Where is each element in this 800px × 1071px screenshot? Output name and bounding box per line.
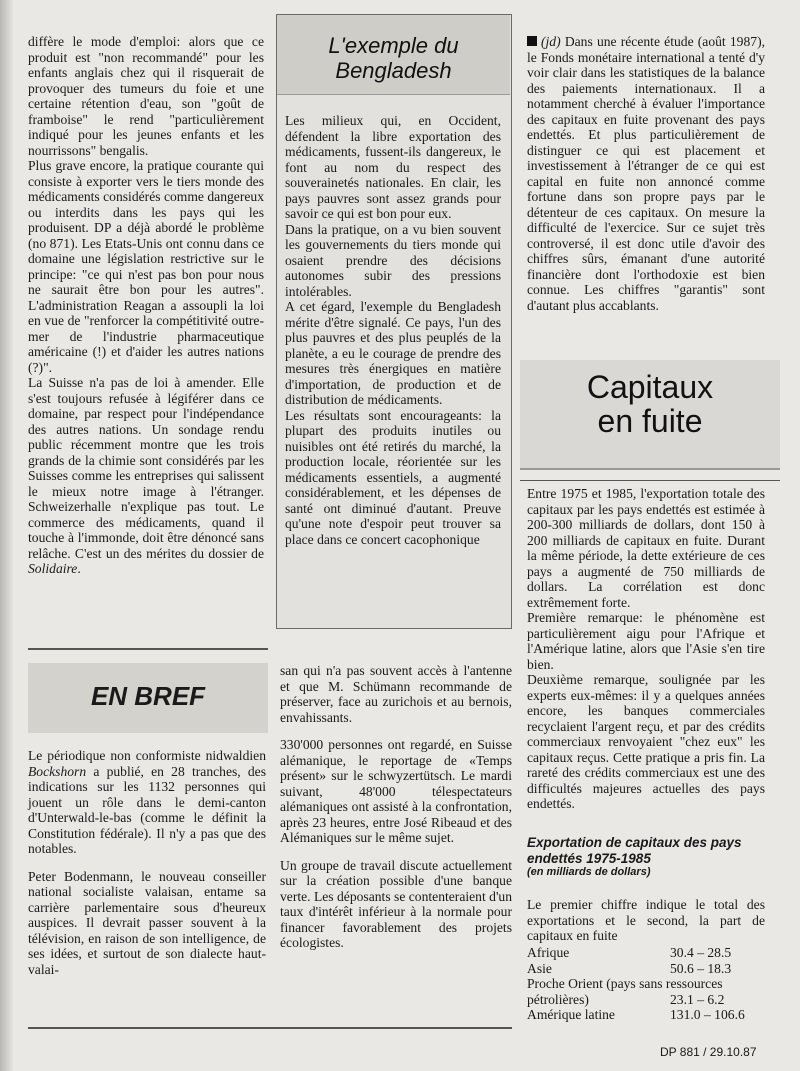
table-cell-label: Proche Orient (pays sans ressources	[527, 976, 723, 991]
heading-line: en fuite	[597, 403, 703, 439]
table-row	[527, 976, 767, 992]
paragraph-text: Dans une récente étude (août 1987), le Fonds monétaire international a tenté d'y voir clair dans les statistiques de la balance des paiements internationaux. Il a notamment cherché à évaluer l'importance des capitaux en fuite provenant des pays endettés. Et plus particulièrement de distinguer ce qui est placement et investissement à l'étranger de ce qui est capital en fuite non annoncé comme fortune dans son propre pays par le détenteur de ces capitaux. On mesure la difficulté de l'exercice. Sur ce sujet très controversé, il est donc utile d'avoir des chiffres sûrs, émanant d'une autorité financière dont l'orthodoxie est bien connue. Les chiffres "garantis" sont d'autant plus accablants.	[527, 34, 765, 313]
paragraph: Peter Bodenmann, le nouveau conseiller national socialiste valaisan, entame sa carrière parlementaire sous d'heureux auspices. Il devrait passer souvent à la télévision, en raison de son intelligence, de ses idées, et surtout de son dialecte haut-valai-	[28, 868, 266, 977]
paragraph: diffère le mode d'emploi: alors que ce produit est "non recommandé" pour les enfants anglais chez qui il risquerait de provoquer des tumeurs du foie et une certaine rétention d'eau, son "goût de framboise" le rend "particulièrement indiqué pour les jeunes enfants et les nourrissons" bengalis.	[28, 34, 264, 158]
article-column-right	[527, 34, 765, 313]
table-row	[527, 1007, 767, 1023]
publication-name: Solidaire	[28, 561, 78, 576]
paragraph: Entre 1975 et 1985, l'exportation totale des capitaux par les pays endettés est estimée à 200-300 milliards de dollars, dont 150 à 200 milliards de capitaux en fuite. Durant la même période, la dette extérieure de ces pays a augmenté de 750 milliards de dollars. La corrélation est donc extrêmement forte.	[527, 486, 765, 610]
table-cell-value: 131.0 – 106.6	[670, 1007, 745, 1022]
sidebar-box-body	[285, 113, 501, 547]
paragraph: Plus grave encore, la pratique courante qui consiste à exporter vers le tiers monde des médicaments considérés comme dangereux ou interdits dans les pays qui les produisent. DP a déjà abordé le problème (no 871). Les Etats-Unis ont connu dans ce domaine une législation restrictive sur le principe: "ce qui n'est pas bon pour nous ne saurait être bon pour les autres". L'administration Reagan a assoupli la loi en vue de "renforcer la compétitivité outre-mer de l'industrie pharmaceutique américaine (!) et d'aider les autres nations (?)".	[28, 158, 264, 375]
paragraph: Les résultats sont encourageants: la plupart des produits inutiles ou nuisibles ont été retirés du marché, la production locale, réorientée sur les médicaments essentiels, a augmenté considérablement, et les dépenses de santé ont diminué d'autant. Preuve qu'une note d'espoir peut trouver sa place dans ce concert cacophonique	[285, 407, 501, 547]
paragraph: Les milieux qui, en Occident, défendent la libre exportation des médicaments, fussent-ils dangereux, le font au nom du respect des souverainetés nationales. En clair, les pays pauvres sont assez grands pour savoir ce qui est bon pour eux.	[285, 113, 501, 221]
article-body-capitaux	[527, 486, 765, 812]
divider	[520, 480, 780, 481]
table-title: Exportation de capitaux des pays endettés 1975-1985	[527, 835, 742, 866]
paragraph-text: La Suisse n'a pas de loi à amender. Elle s'est toujours refusée à légiférer dans ce domaine, par respect pour l'indépendance des autres nations. Un sondage rendu public récemment montre que les trois grands de la chimie sont considérés par les Suisses comme les entreprises qui salissent le mieux notre image à l'étranger. Schweizerhalle n'explique pas tout. Le commerce des médicaments, quand il touche à l'immonde, doit être dénoncé sans relâche. C'est un des mérites du dossier de	[28, 375, 264, 561]
table-cell-label: pétrolières)	[527, 991, 589, 1007]
sidebar-box-header	[277, 15, 510, 95]
paragraph: Le premier chiffre indique le total des exportations et le second, la part de capitaux en fuite	[527, 897, 765, 943]
issue-reference: DP 881 / 29.10.87	[660, 1045, 757, 1059]
table-row	[527, 961, 767, 977]
section-heading-box	[28, 663, 268, 733]
table-cell-value: 30.4 – 28.5	[670, 945, 732, 960]
paragraph: Dans la pratique, on a vu bien souvent les gouvernements du tiers monde qui osaient prendre des décisions autonomes subir des pressions intolérables.	[285, 221, 501, 299]
article-heading-box	[520, 360, 780, 470]
divider	[28, 648, 268, 650]
table-intro	[527, 897, 765, 944]
paragraph-text: Le périodique non conformiste nidwaldien	[28, 748, 266, 763]
paragraph: 330'000 personnes ont regardé, en Suisse alémanique, le reportage de «Temps présent» sur le schwyzertütsch. Le mardi suivant, 48'000 télespectateurs alémaniques ont assisté à la confrontation, après 23 heures, entre José Ribeaud et des Alémaniques sur le même sujet.	[280, 737, 512, 845]
section-heading: EN BREF	[90, 681, 206, 711]
paragraph: Première remarque: le phénomène est particulièrement aigu pour l'Afrique et l'Amérique latine, alors que l'Asie s'en tire bien.	[527, 610, 765, 672]
page-binding-edge	[0, 0, 14, 1071]
brief-column-middle	[280, 663, 512, 951]
sidebar-box-bangladesh	[276, 14, 512, 629]
paragraph	[28, 748, 266, 857]
paragraph: Deuxième remarque, soulignée par les experts eux-mêmes: il y a quelques années encore, les banques commerciales recyclaient l'argent reçu, et par des crédits commerciaux renvoyaient "chez eux" les capitaux reçus. Cette pratique a pris fin. La rareté des crédits commerciaux est une des difficultés majeures actuelles des pays endettés.	[527, 672, 765, 811]
publication-name: Bockshorn	[28, 763, 87, 779]
section-marker-icon	[527, 36, 537, 46]
exports-table	[527, 945, 767, 1023]
table-subtitle: (en milliards de dollars)	[527, 866, 651, 878]
table-row	[527, 945, 767, 961]
table-cell-label: Afrique	[527, 945, 570, 960]
table-cell-value: 23.1 – 6.2	[670, 991, 725, 1007]
divider	[28, 1027, 512, 1029]
brief-column-left	[28, 748, 266, 977]
heading-line: Capitaux	[586, 369, 714, 405]
paragraph: san qui n'a pas souvent accès à l'antenne et que M. Schümann recommande de préserver, face au zurichois et au bernois, envahissants.	[280, 663, 512, 725]
paragraph	[28, 375, 264, 577]
table-cell-value: 50.6 – 18.3	[670, 960, 732, 976]
article-column-left	[28, 34, 264, 577]
paragraph	[527, 34, 765, 313]
table-row	[527, 992, 767, 1008]
punctuation: .	[77, 561, 81, 576]
table-cell-label: Amérique latine	[527, 1007, 615, 1022]
paragraph-text: a publié, en 28 tranches, des indications sur les 1132 personnes qui jouent un rôle dans le demi-canton d'Unterwald-le-bas (comme le définit la Constitution fédérale). Il n'y a pas que des notables.	[28, 763, 266, 856]
table-cell-label: Asie	[527, 960, 552, 976]
paragraph: A cet égard, l'exemple du Bengladesh mérite d'être signalé. Ce pays, l'un des plus pauvres et des plus peuplés de la planète, a eu le courage de prendre des mesures très énergiques en matière d'importation, de production et de distribution de médicaments.	[285, 299, 501, 407]
paragraph: Un groupe de travail discute actuellement sur la création possible d'une banque verte. Les déposants se contenteraient d'un taux d'intérêt inférieur à la normale pour financer favorablement des projets écologistes.	[280, 857, 512, 950]
author-initials: (jd)	[541, 34, 561, 49]
sidebar-box-title: L'exemple du Bengladesh	[328, 33, 459, 83]
article-heading	[520, 370, 780, 438]
